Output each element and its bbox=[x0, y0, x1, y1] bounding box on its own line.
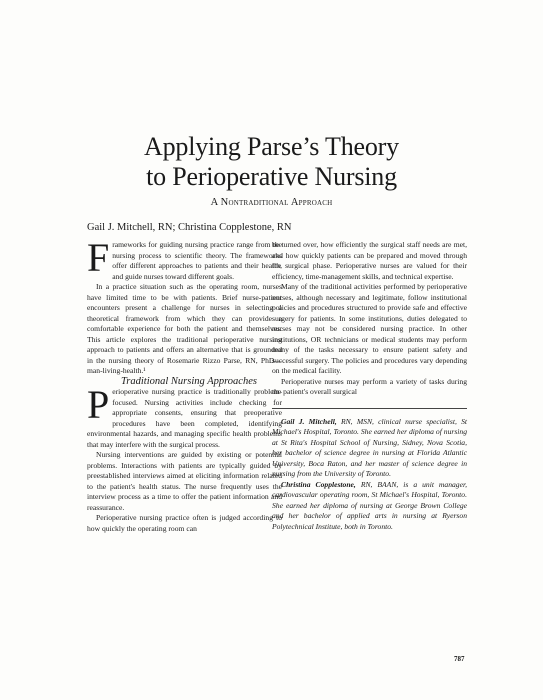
right-paragraph-2: Many of the traditional activities performed by perioperative nurses, although necessary and legitimate, follow institutional policies and procedures structured to provide safe and effective surgery for patients. In some institutions, duties delegated to nurses may not be considered nursing practice. In other institutions, OR technicians or medical students may perform many of the tasks necessary to ensure patient safety and successful surgery. The policies and procedures vary depending on the medical facility. bbox=[272, 282, 467, 375]
section-paragraph-2: Nursing interventions are guided by existing or potential problems. Interactions with patients are typically guided by preestablished interviews aimed at eliciting information related to the patient's health status. The nurse frequently uses the interview process as a time to offer the patient information and reassurance. bbox=[87, 450, 282, 512]
intro-p1-text: rameworks for guiding nursing practice range from the nursing process to scientific theory. The frameworks offer different approaches to patients and their health, and guide nurses toward different goals. bbox=[112, 240, 282, 281]
title-line-2: to Perioperative Nursing bbox=[146, 162, 397, 191]
intro-paragraph-2: In a practice situation such as the operating room, nurses have limited time to be with patients. Brief nurse-patient encounters present a challenge for nurses in selecting a theoretical framework from which they can provide a comfortable experience for both the patient and themselves. This article explores the traditional perioperative nursing approach to patients and offers an alternative that is grounded in the nursing theory of Rosemarie Rizzo Parse, RN, PhD—man-living-health.¹ bbox=[87, 282, 282, 375]
author-line: Gail J. Mitchell, RN; Christina Copplestone, RN bbox=[87, 222, 292, 233]
section-paragraph-1 bbox=[87, 382, 282, 450]
section-heading: Traditional Nursing Approaches bbox=[121, 375, 257, 387]
article-title bbox=[0, 132, 543, 192]
section-paragraph-3: Perioperative nursing practice often is judged according to how quickly the operating room can bbox=[87, 513, 282, 533]
right-paragraph-1: be turned over, how efficiently the surgical staff needs are met, and how quickly patients can be prepared and moved through the surgical phase. Perioperative nurses are valued for their efficiency, time-management skills, and technical expertise. bbox=[272, 240, 467, 281]
section-dropcap: P bbox=[87, 382, 110, 427]
bio-divider bbox=[272, 408, 467, 409]
section-p1-text: erioperative nursing practice is traditionally problem-focused. Nursing activities include checking for appropriate consents, ensuring that preoperative procedures have been completed, identifying environmental hazards, and managing specific health problems that may interfere with the surgical process. bbox=[87, 387, 282, 449]
page-number: 787 bbox=[454, 655, 465, 663]
title-line-1: Applying Parse’s Theory bbox=[144, 132, 399, 161]
bio-1-text: RN, MSN, clinical nurse specialist, St Michael's Hospital, Toronto. She earned her diploma of nursing at St Rita's Hospital School of Nursing, Sidney, Nova Scotia, her bachelor of science degree in nursing at Florida Atlantic University, Boca Raton, and her master of science degree in nursing from the University of Toronto. bbox=[272, 416, 468, 478]
intro-paragraph-1 bbox=[87, 235, 282, 282]
right-column bbox=[272, 240, 467, 532]
left-column bbox=[87, 235, 282, 534]
intro-dropcap: F bbox=[87, 235, 110, 280]
author-bio-2 bbox=[272, 480, 467, 533]
bio-2-text: RN, BAAN, is a unit manager, cardiovascular operating room, St Michael's Hospital, Toronto. She earned her diploma of nursing at George Brown College and her bachelor of applied arts in nursing at Ryerson Polytechnical Institute, both in Toronto. bbox=[272, 479, 467, 531]
bio-1-name: Gail J. Mitchell, bbox=[281, 416, 337, 426]
bio-2-name: Christina Copplestone, bbox=[281, 479, 356, 489]
article-subtitle: A Nontraditional Approach bbox=[210, 197, 333, 208]
author-bio-1 bbox=[272, 417, 467, 480]
right-paragraph-3: Perioperative nurses may perform a variety of tasks during the patient's overall surgical bbox=[272, 376, 467, 396]
